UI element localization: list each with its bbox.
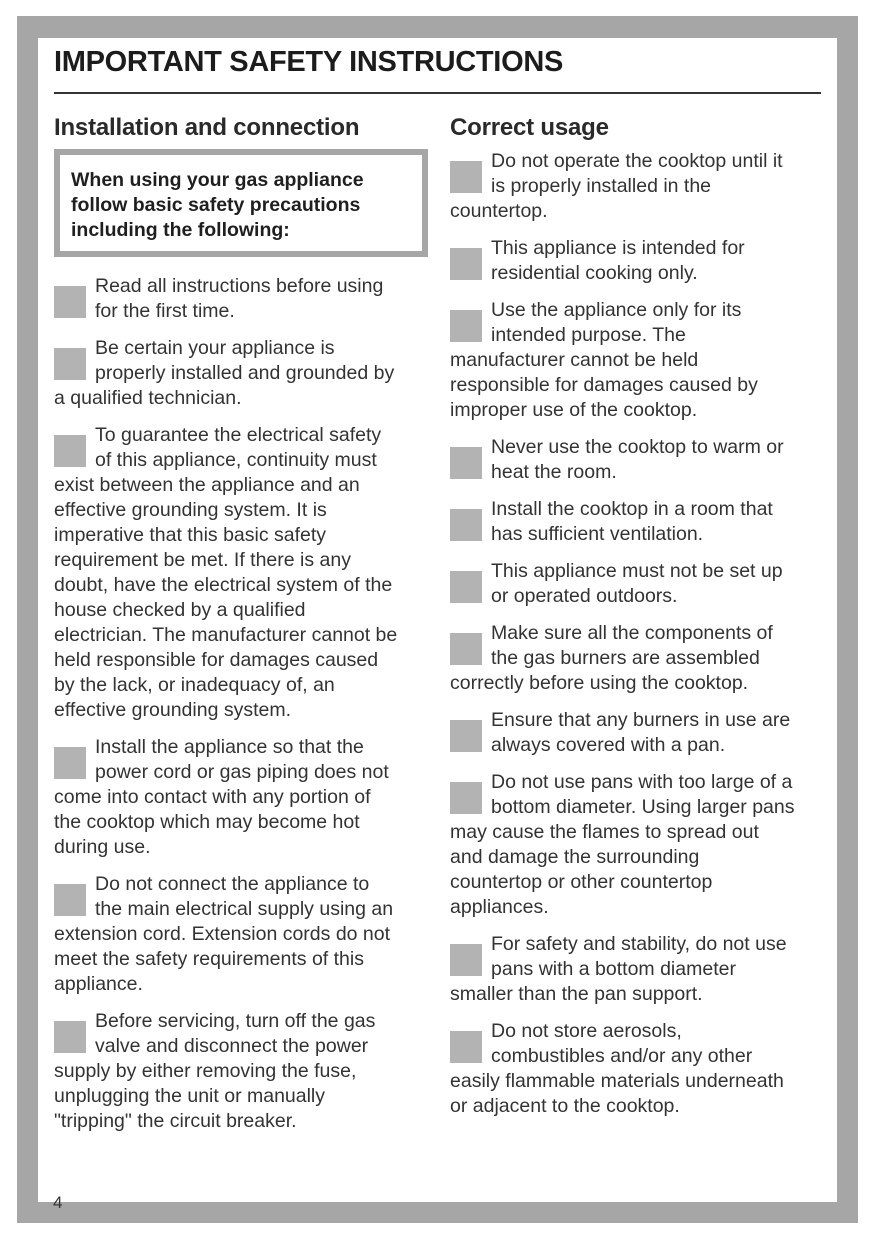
list-item: [450, 298, 824, 423]
list-item: [450, 621, 824, 696]
list-item: [54, 1009, 428, 1134]
list-item: [450, 149, 824, 224]
item-text-line: "tripping" the circuit breaker.: [54, 1110, 297, 1132]
item-text-line: the cooktop which may become hot: [54, 811, 360, 833]
title-divider: [54, 92, 821, 94]
bullet-square-icon: [450, 310, 482, 342]
item-text-line: doubt, have the electrical system of the: [54, 574, 393, 596]
item-text-line: Install the appliance so that the: [95, 736, 364, 758]
bullet-square-icon: [54, 286, 86, 318]
page-title: IMPORTANT SAFETY INSTRUCTIONS: [54, 46, 564, 78]
list-item: [450, 497, 824, 547]
section-heading-usage: Correct usage: [450, 114, 609, 141]
item-text-line: improper use of the cooktop.: [450, 399, 698, 421]
section-heading-installation: Installation and connection: [54, 114, 360, 141]
item-text-line: house checked by a qualified: [54, 599, 306, 621]
item-text-line: Do not store aerosols,: [491, 1020, 682, 1042]
item-text-line: Do not operate the cooktop until it: [491, 150, 783, 172]
item-text-line: during use.: [54, 836, 151, 858]
bullet-square-icon: [54, 435, 86, 467]
bullet-square-icon: [450, 161, 482, 193]
item-text-line: manufacturer cannot be held: [450, 349, 699, 371]
list-item: [450, 932, 824, 1007]
bullet-square-icon: [450, 571, 482, 603]
item-text-line: or adjacent to the cooktop.: [450, 1095, 680, 1117]
bullet-square-icon: [450, 447, 482, 479]
item-text-line: countertop or other countertop: [450, 871, 713, 893]
bullet-square-icon: [54, 1021, 86, 1053]
bullet-square-icon: [54, 747, 86, 779]
item-text-line: is properly installed in the: [491, 175, 712, 197]
item-text-line: exist between the appliance and an: [54, 474, 360, 496]
list-item: [450, 435, 824, 485]
item-text-line: Read all instructions before using: [95, 275, 384, 297]
item-text-line: For safety and stability, do not use: [491, 933, 787, 955]
item-text-line: electrician. The manufacturer cannot be: [54, 624, 398, 646]
item-text-line: effective grounding system.: [54, 699, 292, 721]
item-text-line: the gas burners are assembled: [491, 647, 760, 669]
list-item: [450, 559, 824, 609]
installation-list: [54, 274, 428, 1134]
list-item: [54, 336, 428, 411]
item-text-line: the main electrical supply using an: [95, 898, 394, 920]
item-text-line: has sufficient ventilation.: [491, 523, 704, 545]
notice-line: including the following:: [71, 219, 290, 241]
notice-line: follow basic safety precautions: [71, 194, 361, 216]
item-text-line: Be certain your appliance is: [95, 337, 335, 359]
item-text-line: combustibles and/or any other: [491, 1045, 753, 1067]
item-text-line: This appliance must not be set up: [491, 560, 783, 582]
item-text-line: supply by either removing the fuse,: [54, 1060, 357, 1082]
list-item: [450, 1019, 824, 1119]
item-text-line: smaller than the pan support.: [450, 983, 703, 1005]
item-text-line: may cause the flames to spread out: [450, 821, 759, 843]
item-text-line: appliance.: [54, 973, 143, 995]
bullet-square-icon: [450, 782, 482, 814]
item-text-line: Before servicing, turn off the gas: [95, 1010, 376, 1032]
bullet-square-icon: [450, 1031, 482, 1063]
list-item: [450, 236, 824, 286]
item-text-line: meet the safety requirements of this: [54, 948, 364, 970]
item-text-line: This appliance is intended for: [491, 237, 745, 259]
bullet-square-icon: [450, 633, 482, 665]
item-text-line: always covered with a pan.: [491, 734, 726, 756]
bullet-square-icon: [450, 944, 482, 976]
item-text-line: effective grounding system. It is: [54, 499, 327, 521]
item-text-line: requirement be met. If there is any: [54, 549, 351, 571]
item-text-line: Use the appliance only for its: [491, 299, 742, 321]
item-text-line: countertop.: [450, 200, 548, 222]
item-text-line: extension cord. Extension cords do not: [54, 923, 391, 945]
item-text-line: Never use the cooktop to warm or: [491, 436, 784, 458]
list-item: [54, 872, 428, 997]
item-text-line: for the first time.: [95, 300, 235, 322]
item-text-line: To guarantee the electrical safety: [95, 424, 382, 446]
item-text-line: easily flammable materials underneath: [450, 1070, 784, 1092]
item-text-line: Install the cooktop in a room that: [491, 498, 773, 520]
usage-column: [450, 114, 824, 1131]
list-item: [54, 735, 428, 860]
list-item: [54, 274, 428, 324]
item-text-line: correctly before using the cooktop.: [450, 672, 749, 694]
notice-line: When using your gas appliance: [71, 169, 364, 191]
item-text-line: unplugging the unit or manually: [54, 1085, 326, 1107]
item-text-line: appliances.: [450, 896, 549, 918]
item-text-line: held responsible for damages caused: [54, 649, 379, 671]
bullet-square-icon: [450, 248, 482, 280]
item-text-line: intended purpose. The: [491, 324, 686, 346]
bullet-square-icon: [54, 884, 86, 916]
item-text-line: heat the room.: [491, 461, 617, 483]
item-text-line: responsible for damages caused by: [450, 374, 758, 396]
item-text-line: and damage the surrounding: [450, 846, 700, 868]
list-item: [450, 708, 824, 758]
item-text-line: Do not connect the appliance to: [95, 873, 370, 895]
item-text-line: bottom diameter. Using larger pans: [491, 796, 795, 818]
item-text-line: of this appliance, continuity must: [95, 449, 377, 471]
item-text-line: power cord or gas piping does not: [95, 761, 389, 783]
item-text-line: Make sure all the components of: [491, 622, 773, 644]
list-item: [450, 770, 824, 920]
list-item: [54, 423, 428, 723]
item-text-line: residential cooking only.: [491, 262, 698, 284]
item-text-line: properly installed and grounded by: [95, 362, 395, 384]
bullet-square-icon: [450, 720, 482, 752]
usage-list: [450, 149, 824, 1119]
bullet-square-icon: [450, 509, 482, 541]
item-text-line: Ensure that any burners in use are: [491, 709, 791, 731]
item-text-line: Do not use pans with too large of a: [491, 771, 793, 793]
item-text-line: by the lack, or inadequacy of, an: [54, 674, 335, 696]
item-text-line: come into contact with any portion of: [54, 786, 371, 808]
installation-column: [54, 114, 428, 1146]
item-text-line: a qualified technician.: [54, 387, 242, 409]
page-number: 4: [53, 1193, 63, 1212]
item-text-line: pans with a bottom diameter: [491, 958, 736, 980]
item-text-line: imperative that this basic safety: [54, 524, 327, 546]
bullet-square-icon: [54, 348, 86, 380]
precautions-notice-box: [54, 149, 428, 257]
item-text-line: or operated outdoors.: [491, 585, 678, 607]
item-text-line: valve and disconnect the power: [95, 1035, 369, 1057]
